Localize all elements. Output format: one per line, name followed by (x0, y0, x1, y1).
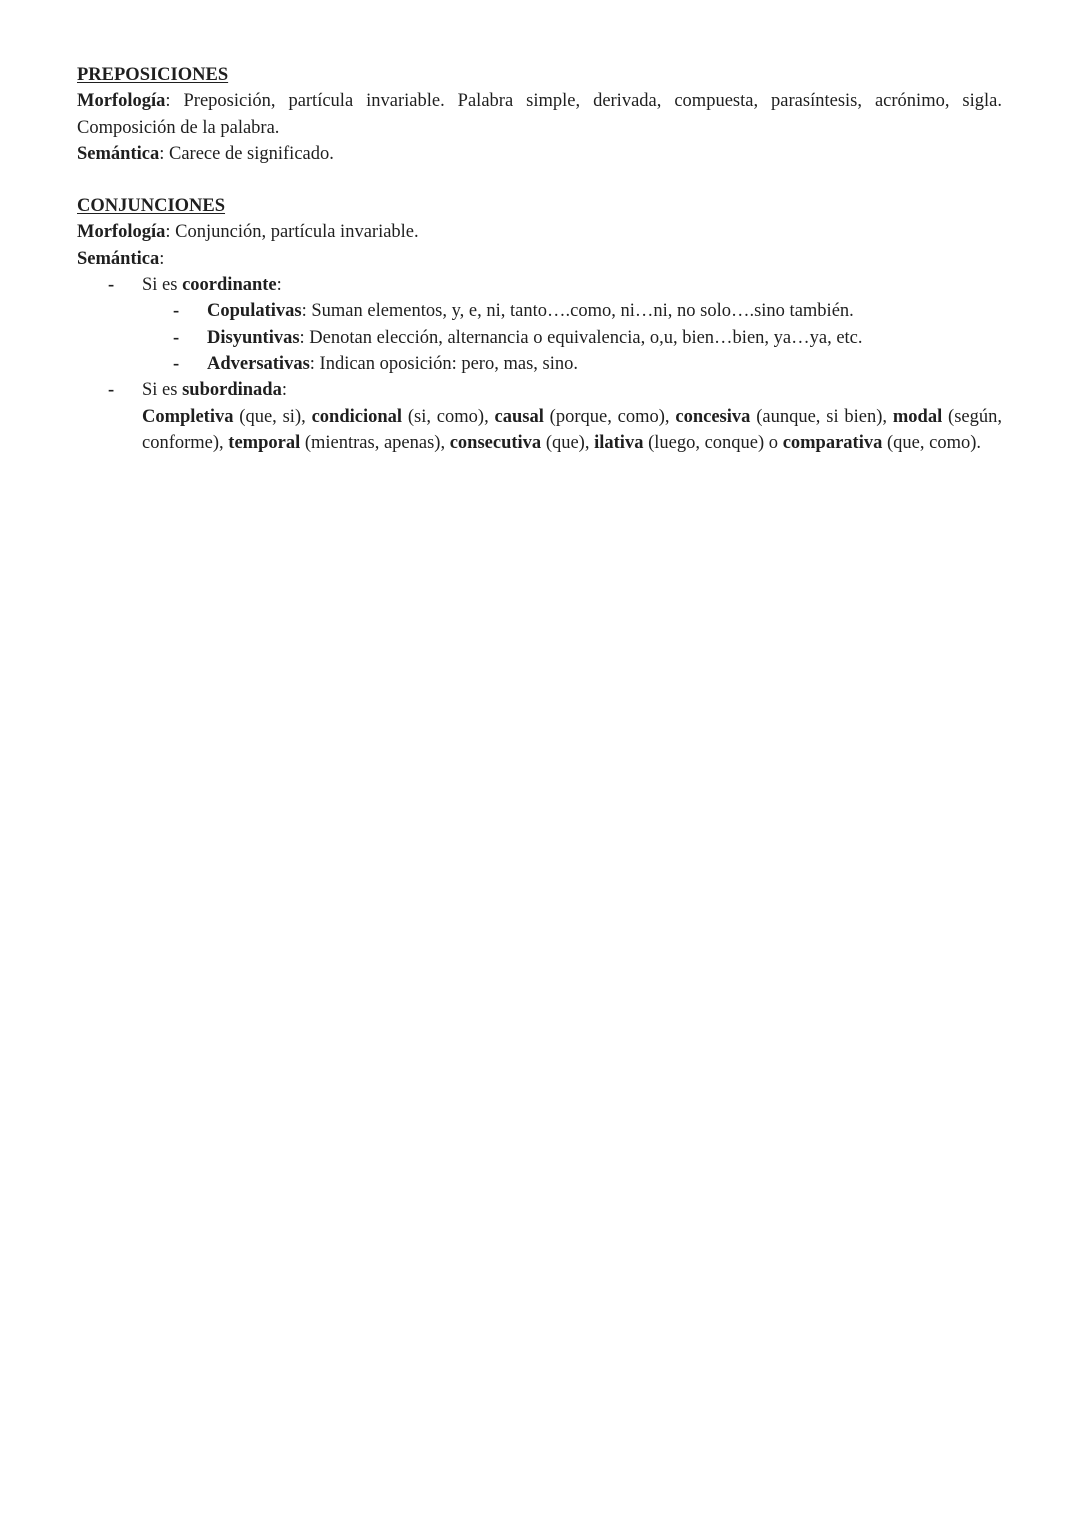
disyuntivas-text: : Denotan elección, alternancia o equivalencia, o,u, bien…bien, ya…ya, etc. (299, 327, 863, 348)
semantica-label: Semántica (77, 143, 160, 164)
preposiciones-semantica (77, 141, 1002, 167)
document-page (77, 62, 1002, 456)
comparativa-text: (que, como). (882, 432, 982, 453)
copulativas-label: Copulativas (207, 301, 302, 322)
causal-text: (porque, como), (543, 406, 676, 427)
concesiva-label: concesiva (675, 406, 751, 427)
conjunciones-semantica (77, 246, 1002, 272)
completiva-text: (que, si), (233, 406, 312, 427)
subordinada-types-paragraph (142, 404, 1002, 457)
subordinada-prefix: Si es (142, 380, 183, 401)
list-item-disyuntivas (142, 325, 1002, 351)
modal-label: modal (892, 406, 943, 427)
semantica-label: Semántica (77, 248, 160, 269)
copulativas-text: : Suman elementos, y, e, ni, tanto….como, ni…ni, no solo….sino también. (301, 301, 854, 322)
section-heading-preposiciones: PREPOSICIONES (77, 65, 229, 85)
section-heading-conjunciones: CONJUNCIONES (77, 196, 226, 217)
semantica-text: : (159, 248, 165, 269)
coordinante-prefix: Si es (142, 275, 183, 296)
list-item-subordinada (77, 377, 1002, 456)
temporal-label: temporal (228, 432, 301, 453)
morfologia-label: Morfología (77, 91, 166, 112)
list-item-adversativas (142, 351, 1002, 377)
coordinante-sublist (142, 298, 1002, 377)
adversativas-label: Adversativas (207, 353, 310, 374)
conjunction-class-list (77, 272, 1002, 456)
condicional-label: condicional (311, 406, 403, 427)
concesiva-text: (aunque, si bien), (750, 406, 893, 427)
dash-marker: - (108, 380, 115, 401)
dash-marker: - (108, 275, 115, 296)
adversativas-text: : Indican oposición: pero, mas, sino. (309, 353, 578, 374)
dash-marker: - (173, 301, 180, 322)
list-item-copulativas (142, 298, 1002, 324)
condicional-text: (si, como), (402, 406, 495, 427)
coordinante-line (142, 272, 1002, 298)
morfologia-label: Morfología (77, 222, 166, 243)
subordinada-line (142, 377, 1002, 403)
list-item-coordinante (77, 272, 1002, 377)
subordinada-suffix: : (281, 380, 287, 401)
consecutiva-text: (que), (541, 432, 595, 453)
dash-marker: - (173, 327, 180, 348)
causal-label: causal (494, 406, 544, 427)
coordinante-label: coordinante (182, 275, 277, 296)
dash-marker: - (173, 353, 180, 374)
preposiciones-morfologia (77, 88, 1002, 141)
ilativa-text: (luego, conque) o (643, 432, 783, 453)
subordinada-label: subordinada (182, 380, 282, 401)
section-spacer (77, 167, 1002, 193)
ilativa-label: ilativa (594, 432, 644, 453)
disyuntivas-label: Disyuntivas (207, 327, 300, 348)
morfologia-text: : Preposición, partícula invariable. Palabra simple, derivada, compuesta, parasíntesis, acrónimo, sigla. Composición de la palabra. (77, 91, 1002, 138)
comparativa-label: comparativa (782, 432, 883, 453)
morfologia-text: : Conjunción, partícula invariable. (165, 222, 419, 243)
temporal-text: (mientras, apenas), (300, 432, 450, 453)
semantica-text: : Carece de significado. (159, 143, 334, 164)
consecutiva-label: consecutiva (449, 432, 542, 453)
conjunciones-morfologia (77, 219, 1002, 245)
coordinante-suffix: : (276, 275, 282, 296)
completiva-label: Completiva (142, 406, 234, 427)
modal-text: (según, conforme), (142, 406, 1002, 453)
